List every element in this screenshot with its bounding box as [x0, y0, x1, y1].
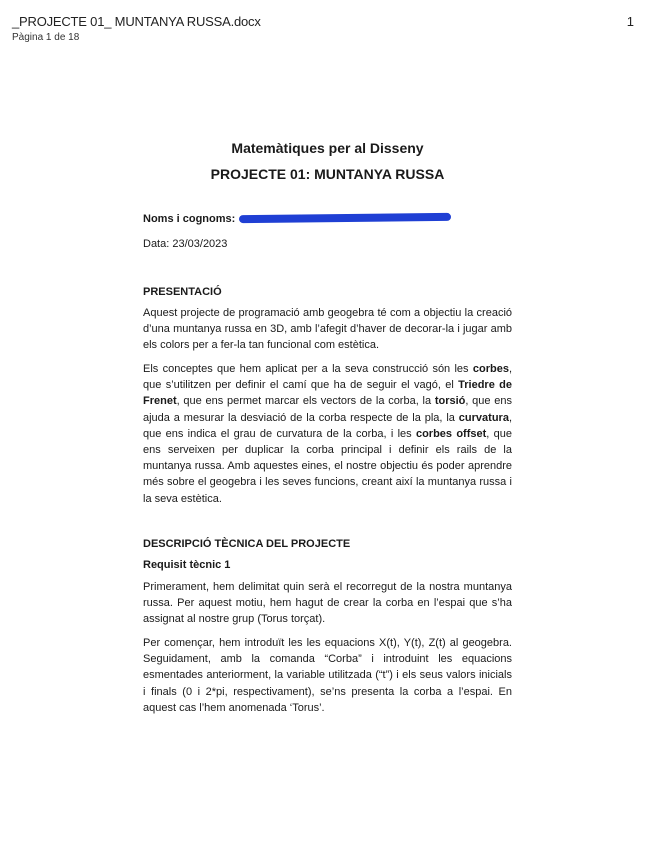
presentation-heading: PRESENTACIÓ — [143, 286, 222, 298]
bold-term-frenet: Triedre de Frenet — [143, 379, 513, 408]
text-run: , que ens permet marcar els vectors de la corba, la — [176, 395, 435, 408]
text-run: , que ens indica el grau de curvatura de la corba, i les — [143, 411, 512, 440]
document-filename: _PROJECTE 01_ MUNTANYA RUSSA.docx — [12, 14, 261, 29]
bold-term-offset: corbes offset — [415, 427, 487, 440]
document-title: Matemàtiques per al Disseny — [231, 140, 424, 156]
names-label: Noms i cognoms: — [143, 213, 236, 225]
date-line — [143, 236, 227, 252]
technical-heading: DESCRIPCIÓ TÈCNICA DEL PROJECTE — [143, 538, 351, 550]
requirement-paragraph-1: Primerament, hem delimitat quin serà el recorregut de la nostra muntanya russa. Per aquest motiu, hem hagut de crear la corba en l’espai que s’ha assignat al nostre grup (Torus torçat). — [143, 581, 512, 626]
text-run: , que ens ajuda a mesurar la desviació de la corba respecte de la pla, la — [143, 395, 512, 424]
page-indicator: Pàgina 1 de 18 — [12, 32, 80, 43]
requirement-heading: Requisit tècnic 1 — [143, 559, 231, 571]
text-run: Els conceptes que hem aplicat per a la seva construcció són les — [143, 363, 473, 375]
requirement-paragraph-2: Per començar, hem introduït les les equacions X(t), Y(t), Z(t) al geogebra. Seguidament, amb la comanda “Corba” i introduint les equacions esmentades anteriorment, la variable utilitzada (“t”) i els seus valors inicials i finals (0 i 2*pi, respectivament), se’ns presenta la corba a l’espai. En aquest cas l’hem anomenada ‘Torus’. — [143, 637, 512, 714]
presentation-paragraph: Aquest projecte de programació amb geogebra té com a objectiu la creació d’una muntanya russa en 3D, amb l’afegit d’haver de decorar-la i jugar amb els colors per a fer-la tan funcional com estètica. — [143, 307, 512, 352]
redaction-mark — [239, 213, 451, 223]
project-title: PROJECTE 01: MUNTANYA RUSSA — [210, 166, 445, 182]
bold-term-curvatura: curvatura — [458, 411, 509, 424]
names-line — [143, 211, 451, 227]
concepts-paragraph — [143, 361, 512, 507]
date-label: Data: — [143, 238, 170, 250]
date-value: 23/03/2023 — [172, 238, 228, 250]
bold-term-torsio: torsió — [434, 395, 466, 408]
text-run: , que s’utilitzen per definir el camí que ha de seguir el vagó, el — [143, 363, 512, 392]
page-number: 1 — [626, 14, 634, 29]
bold-term-corbes: corbes — [472, 363, 509, 375]
text-run: , que ens serveixen per duplicar la corba principal i definir els rails de la muntanya russa. Amb aquestes eines, el nostre objectiu és poder aprendre més sobre el geogebra i les seves funcions, creant així la muntanya russa i la seva estètica. — [143, 427, 513, 505]
